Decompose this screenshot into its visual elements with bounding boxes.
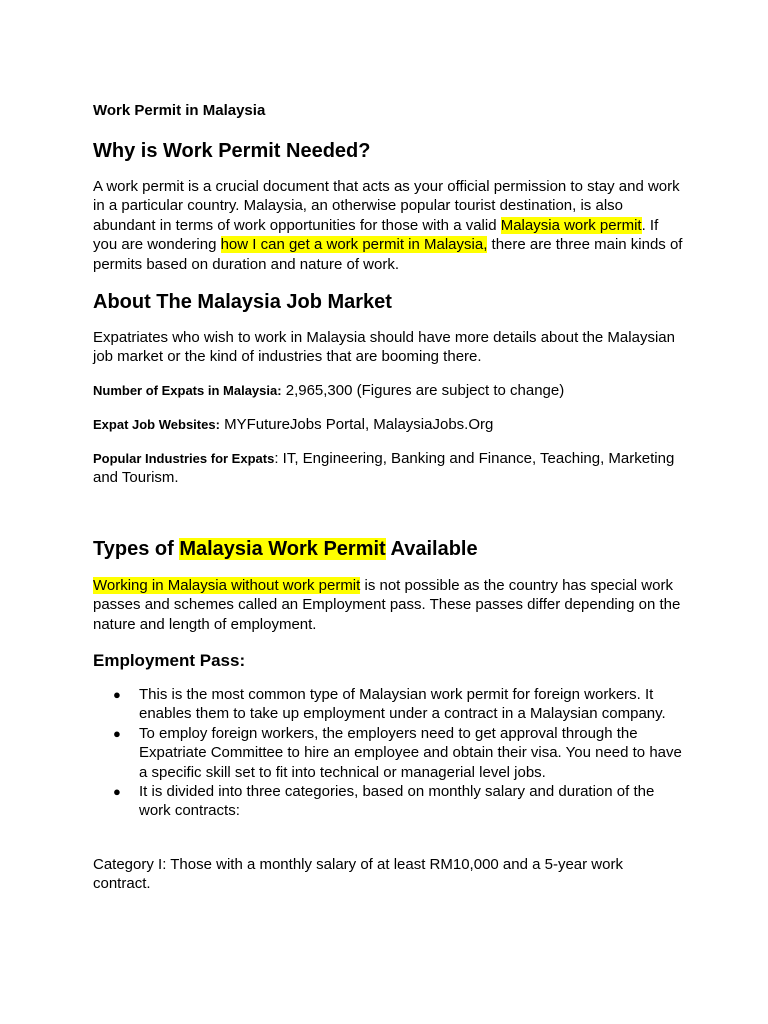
stat-value: MYFutureJobs Portal, MalaysiaJobs.Org (219, 416, 494, 433)
list-item-text: To employ foreign workers, the employers need to get approval through the Expatriate Committee to hire an employee and obtain their visa. You need to have a specific skill set to fit into technical or managerial level jobs. (139, 724, 682, 781)
bullet-icon: ● (113, 687, 121, 702)
list-item (93, 724, 683, 782)
stat-value: : IT, Engineering, Banking and Finance, Teaching, Marketing and Tourism. (93, 450, 675, 487)
list-item-text: This is the most common type of Malaysian work permit for foreign workers. It enables them to take up employment under a contract in a Malaysian company. (139, 686, 666, 723)
paragraph-text: . If you are wondering (93, 216, 659, 254)
list-item (93, 685, 683, 724)
bullet-icon: ● (113, 784, 121, 800)
paragraph-job-market: Expatriates who wish to work in Malaysia should have more details about the Malaysian job market or the kind of industries that are booming there. (93, 329, 675, 366)
highlighted-link-malaysia-work-permit[interactable]: Malaysia work permit (500, 216, 642, 234)
stat-label: Expat Job Websites: (93, 417, 220, 432)
highlighted-link-how-to-get-permit[interactable]: how I can get a work permit in Malaysia, (220, 236, 488, 254)
paragraph-text: is not possible as the country has special work passes and schemes called an Employment pass. These passes differ depending on the nature and length of employment. (93, 577, 681, 633)
highlighted-link-without-work-permit[interactable]: Working in Malaysia without work permit (93, 577, 361, 594)
heading-job-market: About The Malaysia Job Market (93, 291, 392, 313)
paragraph-text: A work permit is a crucial document that acts as your official permission to stay and work in a particular country. Malaysia, an otherwise popular tourist destination, is also abundant in terms of work opportunities for those with a valid (93, 178, 680, 234)
heading-text: Types of (93, 538, 180, 560)
stat-label: Number of Expats in Malaysia: (93, 383, 282, 398)
paragraph-types-of-permit (93, 576, 683, 634)
paragraph-category-one: Category I: Those with a monthly salary of at least RM10,000 and a 5-year work contract. (93, 856, 623, 893)
list-item (93, 782, 683, 821)
list-item-text: It is divided into three categories, based on monthly salary and duration of the work contracts: (139, 783, 655, 820)
paragraph-why-work-permit (93, 177, 683, 274)
heading-types-of-permit (93, 536, 478, 562)
stat-label: Popular Industries for Expats (93, 451, 275, 466)
bullet-icon: ● (113, 725, 121, 741)
stat-job-websites (93, 415, 683, 434)
employment-pass-bullet-list (93, 685, 683, 821)
heading-why-work-permit: Why is Work Permit Needed? (93, 140, 371, 162)
highlighted-link-malaysia-work-permit-heading[interactable]: Malaysia Work Permit (179, 538, 386, 560)
document-title: Work Permit in Malaysia (93, 102, 266, 119)
stat-value: 2,965,300 (Figures are subject to change) (281, 382, 565, 399)
heading-text: Available (385, 538, 478, 560)
paragraph-text: there are three main kinds of permits based on duration and nature of work. (93, 236, 683, 273)
stat-popular-industries (93, 449, 683, 488)
stat-number-of-expats (93, 381, 683, 400)
heading-employment-pass: Employment Pass: (93, 651, 246, 670)
